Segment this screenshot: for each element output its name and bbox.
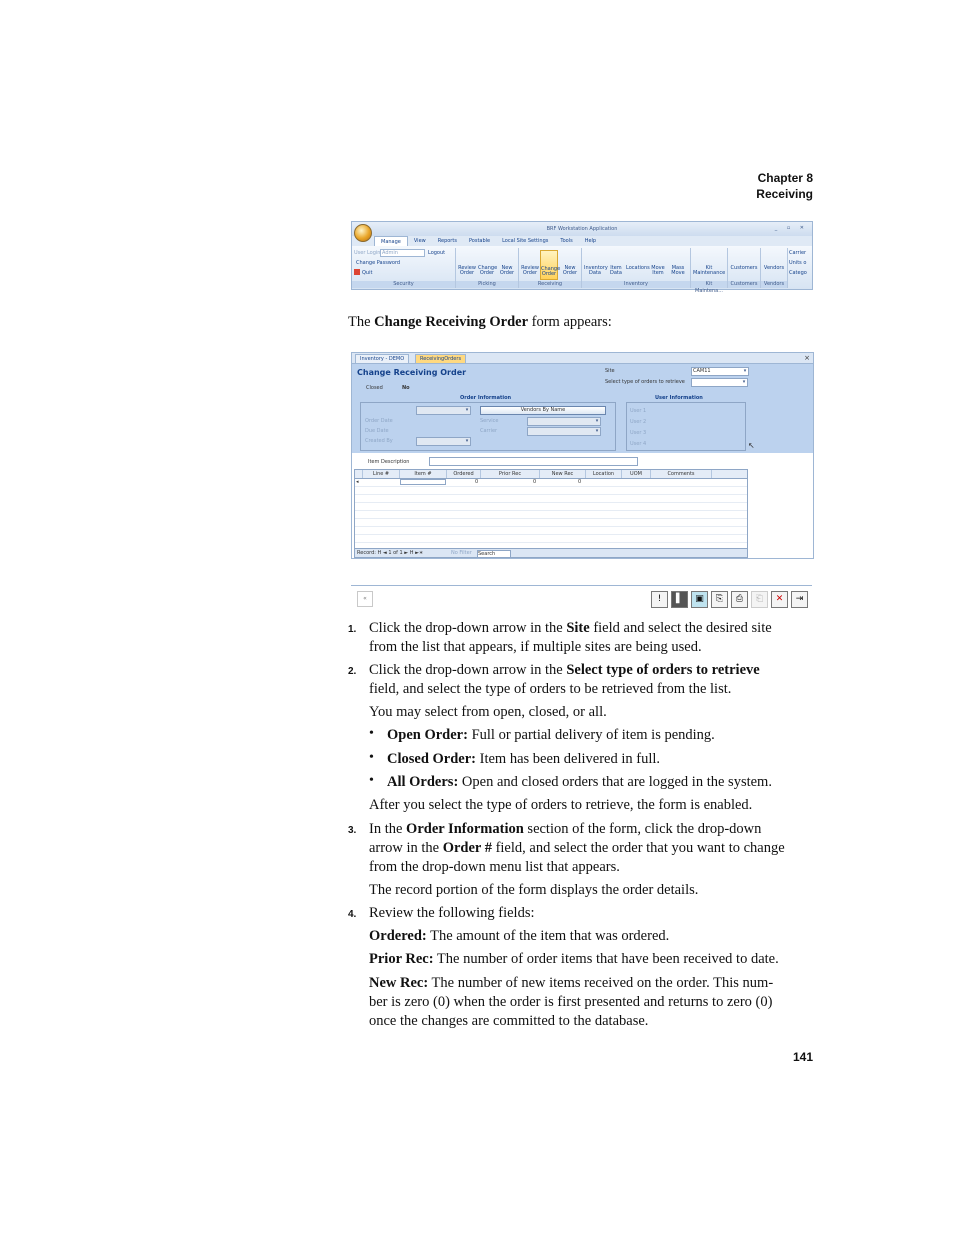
group-vendors-label: Vendors xyxy=(761,281,787,288)
chevron-down-icon: ▾ xyxy=(465,438,469,444)
tab-help[interactable]: Help xyxy=(584,238,597,244)
group-security xyxy=(352,248,456,288)
exit-button[interactable]: ⇥ xyxy=(791,591,808,608)
customers-button[interactable]: Customers xyxy=(730,265,758,271)
window-controls[interactable]: _ ▫ ✕ xyxy=(774,225,808,231)
quit-icon xyxy=(354,269,360,275)
service-label: Service xyxy=(480,418,499,424)
mass-move-button[interactable]: Mass Move xyxy=(671,265,685,276)
select-all-cell[interactable] xyxy=(355,470,363,478)
step-2-line-1 xyxy=(369,661,760,680)
search-input[interactable]: Search xyxy=(477,550,511,558)
tab-tools[interactable]: Tools xyxy=(560,238,573,244)
receiving-review-order-button[interactable]: Review Order xyxy=(521,265,539,276)
bullet-icon: • xyxy=(369,726,374,741)
ribbon-screenshot xyxy=(351,221,813,294)
group-receiving xyxy=(519,248,582,288)
order-number-select[interactable] xyxy=(416,406,471,415)
inventory-data-button[interactable]: Inventory Data xyxy=(584,265,608,276)
col-item[interactable]: Item # xyxy=(400,470,447,478)
record-nav-controls[interactable]: Record: H ◄ 1 of 1 ► H ►∗ xyxy=(357,550,424,556)
order-date-label: Order Date xyxy=(365,418,393,424)
site-select[interactable] xyxy=(691,367,749,376)
locations-button[interactable]: Locations xyxy=(626,265,650,271)
vendors-by-name-button[interactable]: Vendors By Name xyxy=(480,406,606,415)
created-by-label: Created By xyxy=(365,438,393,444)
prior-rec-cell: 0 xyxy=(533,479,537,485)
units-button[interactable]: Units o xyxy=(789,260,807,266)
alert-button[interactable]: ! xyxy=(651,591,668,608)
preview-button[interactable]: ⎘ xyxy=(711,591,728,608)
field-new-rec xyxy=(369,974,773,993)
picking-change-order-button[interactable]: Change Order xyxy=(478,265,498,276)
user4-label: User 4 xyxy=(630,441,647,447)
bullet-icon: • xyxy=(369,750,374,765)
tab-receiving-orders[interactable]: ReceivingOrders xyxy=(415,354,466,364)
category-button[interactable]: Catego xyxy=(789,270,807,276)
user3-label: User 3 xyxy=(630,430,647,436)
tab-inventory-demo[interactable]: Inventory - DEMO xyxy=(355,354,409,364)
item-number-cell[interactable] xyxy=(400,479,446,485)
step-1-line-1 xyxy=(369,619,772,638)
form-title: Change Receiving Order xyxy=(357,368,467,377)
tab-local-site-settings[interactable]: Local Site Settings xyxy=(502,238,549,244)
text-bold: Select type of orders to retrieve xyxy=(566,662,760,678)
text: field and select the desired site xyxy=(589,620,772,636)
group-vendors xyxy=(761,248,788,288)
new-rec-cell: 0 xyxy=(578,479,582,485)
chevron-down-icon: ▾ xyxy=(595,428,599,434)
site-label: Site xyxy=(605,368,615,374)
due-date-label: Due Date xyxy=(365,428,389,434)
ribbon-tabs xyxy=(374,236,602,246)
form-toolbar xyxy=(351,585,812,610)
bullet-closed-order xyxy=(387,750,660,769)
receiving-change-order-button[interactable]: Change Order xyxy=(540,250,558,280)
item-description-label: Item Description xyxy=(368,459,410,465)
step-4-line-1: Review the following fields: xyxy=(369,905,535,921)
step-3-line-1 xyxy=(369,820,761,839)
order-info-heading: Order Information xyxy=(460,395,512,401)
text-bold: Open Order: xyxy=(387,727,468,743)
step-2-line-2: field, and select the type of orders to be retrieved from the list. xyxy=(369,681,732,697)
step-3-line-3: from the drop-down menu list that appears. xyxy=(369,859,620,875)
order-lines-grid xyxy=(354,469,748,558)
text: The number of order items that have been received to date. xyxy=(433,951,779,967)
tab-view[interactable]: View xyxy=(413,238,426,244)
page-number: 141 xyxy=(792,1050,813,1064)
intro-sentence xyxy=(348,313,612,332)
mouse-cursor-icon: ↖ xyxy=(748,441,755,450)
barcode-button[interactable]: ▌ xyxy=(671,591,688,608)
bullet-open-order xyxy=(387,726,715,745)
user-info-section xyxy=(626,402,746,451)
no-filter-button[interactable]: No Filter xyxy=(451,550,472,556)
cancel-button[interactable]: ✕ xyxy=(771,591,788,608)
chevron-down-icon: ▾ xyxy=(595,418,599,424)
tab-reports[interactable]: Reports xyxy=(437,238,457,244)
col-line[interactable]: Line # xyxy=(363,470,400,478)
order-info-section xyxy=(360,402,616,451)
group-picking xyxy=(456,248,519,288)
step-1-line-2: from the list that appears, if multiple sites are being used. xyxy=(369,639,702,655)
table-row xyxy=(355,487,747,495)
table-row xyxy=(355,519,747,527)
col-comments[interactable]: Comments xyxy=(651,470,712,478)
ribbon-body xyxy=(352,246,812,294)
carrier-button[interactable]: Carrier xyxy=(789,250,807,256)
collapse-button[interactable]: « xyxy=(357,591,373,607)
text: Item has been delivered in full. xyxy=(476,751,661,767)
bullet-icon: • xyxy=(369,773,374,788)
user-login-label: User Login xyxy=(354,250,381,256)
group-kit xyxy=(691,248,728,294)
delete-button[interactable]: ⎗ xyxy=(751,591,768,608)
text: arrow in the xyxy=(369,840,443,856)
intro-bold: Change Receiving Order xyxy=(374,314,529,330)
user1-label: User 1 xyxy=(630,408,647,414)
picking-review-order-button[interactable]: Review Order xyxy=(458,265,476,276)
field-new-rec-line-2: ber is zero (0) when the order is first presented and returns to zero (0) xyxy=(369,994,773,1010)
item-description-field[interactable] xyxy=(429,457,638,466)
created-by-select[interactable] xyxy=(416,437,471,446)
group-customers-label: Customers xyxy=(728,281,760,288)
bullet-all-orders xyxy=(387,773,772,792)
text-bold: Site xyxy=(566,620,590,636)
order-type-label: Select type of orders to retrieve xyxy=(605,379,685,385)
step-3-number: 3. xyxy=(348,825,357,836)
text-bold: All Orders: xyxy=(387,774,459,790)
group-security-label: Security xyxy=(352,281,455,288)
form-header-area xyxy=(352,364,813,453)
step-2-number: 2. xyxy=(348,666,357,677)
group-inventory-label: Inventory xyxy=(582,281,690,288)
change-password-button[interactable]: Change Password xyxy=(356,260,401,266)
col-new-rec[interactable]: New Rec xyxy=(540,470,586,478)
group-receiving-label: Receiving xyxy=(519,281,581,288)
text-bold: Prior Rec: xyxy=(369,951,434,967)
col-prior-rec[interactable]: Prior Rec xyxy=(481,470,540,478)
table-row xyxy=(355,527,747,535)
text: Click the drop-down arrow in the xyxy=(369,620,567,636)
grid-header xyxy=(355,470,747,479)
step-2-line-4: After you select the type of orders to retrieve, the form is enabled. xyxy=(369,797,753,813)
section-label: Receiving xyxy=(756,187,813,201)
step-3-line-2 xyxy=(369,839,785,858)
quit-button[interactable]: Quit xyxy=(362,270,373,276)
table-row xyxy=(355,511,747,519)
table-row[interactable] xyxy=(355,479,747,487)
intro-text-2: form appears: xyxy=(528,314,612,330)
text: Open and closed orders that are logged in the system. xyxy=(458,774,772,790)
ordered-cell: 0 xyxy=(475,479,479,485)
picking-new-order-button[interactable]: New Order xyxy=(499,265,515,276)
record-navigator xyxy=(355,548,747,557)
table-row xyxy=(355,495,747,503)
text-bold: New Rec: xyxy=(369,975,429,991)
col-location[interactable]: Location xyxy=(586,470,622,478)
service-select[interactable] xyxy=(527,417,601,426)
step-4-number: 4. xyxy=(348,909,357,920)
chevron-down-icon: ▾ xyxy=(465,407,469,413)
group-customers xyxy=(728,248,761,288)
vendors-button[interactable]: Vendors xyxy=(763,265,785,271)
text: field, and select the order that you want to change xyxy=(491,840,785,856)
kit-maintenance-button[interactable]: Kit Maintenance xyxy=(693,265,726,276)
user-login-input[interactable]: Admin xyxy=(380,249,425,257)
col-uom[interactable]: UOM xyxy=(622,470,651,478)
extra-items xyxy=(789,248,807,278)
chevron-down-icon: ▾ xyxy=(742,379,746,385)
text: The amount of the item that was ordered. xyxy=(426,928,670,944)
table-row xyxy=(355,503,747,511)
step-2-line-3: You may select from open, closed, or all. xyxy=(369,704,607,720)
receiving-new-order-button[interactable]: New Order xyxy=(562,265,578,276)
text: The number of new items received on the order. This num- xyxy=(428,975,774,991)
change-receiving-order-form xyxy=(351,352,814,559)
tab-manage[interactable]: Manage xyxy=(374,236,408,246)
calculator-button[interactable]: ▣ xyxy=(691,591,708,608)
form-tabs xyxy=(352,353,813,364)
chapter-label: Chapter 8 xyxy=(757,171,813,185)
carrier-select[interactable] xyxy=(527,427,601,436)
user2-label: User 2 xyxy=(630,419,647,425)
text-bold: Ordered: xyxy=(369,928,427,944)
carrier-label: Carrier xyxy=(480,428,498,434)
logout-button[interactable]: Logout xyxy=(428,250,446,256)
text: Click the drop-down arrow in the xyxy=(369,662,567,678)
user-info-heading: User Information xyxy=(655,395,703,401)
step-3-line-4: The record portion of the form displays the order details. xyxy=(369,882,699,898)
row-pointer-icon: ◂ xyxy=(356,479,359,485)
print-button[interactable]: ⎙ xyxy=(731,591,748,608)
chevron-down-icon: ▾ xyxy=(743,368,747,374)
close-icon[interactable]: × xyxy=(804,354,810,362)
site-value: CAM11 xyxy=(693,368,711,374)
order-type-select[interactable] xyxy=(691,378,748,387)
group-inventory xyxy=(582,248,691,288)
office-orb-icon[interactable] xyxy=(354,224,372,242)
field-ordered xyxy=(369,927,669,946)
text-bold: Order Information xyxy=(406,821,524,837)
app-title: BRF Workstation Application xyxy=(352,222,812,236)
closed-label: Closed xyxy=(366,385,383,391)
closed-value: No xyxy=(402,385,410,391)
item-data-button[interactable]: Item Data xyxy=(610,265,622,276)
text: Full or partial delivery of item is pending. xyxy=(467,727,715,743)
text-bold: Order # xyxy=(442,840,492,856)
text: section of the form, click the drop-down xyxy=(523,821,762,837)
intro-text-1: The xyxy=(348,314,375,330)
col-ordered[interactable]: Ordered xyxy=(447,470,481,478)
tab-postable[interactable]: Postable xyxy=(468,238,491,244)
text-bold: Closed Order: xyxy=(387,751,476,767)
group-picking-label: Picking xyxy=(456,281,518,288)
move-item-button[interactable]: Move Item xyxy=(651,265,665,276)
group-kit-label: Kit Maintena... xyxy=(691,281,727,288)
step-1-number: 1. xyxy=(348,624,357,635)
field-prior-rec xyxy=(369,950,779,969)
table-row xyxy=(355,535,747,543)
text: In the xyxy=(369,821,407,837)
field-new-rec-line-3: once the changes are committed to the database. xyxy=(369,1013,649,1029)
